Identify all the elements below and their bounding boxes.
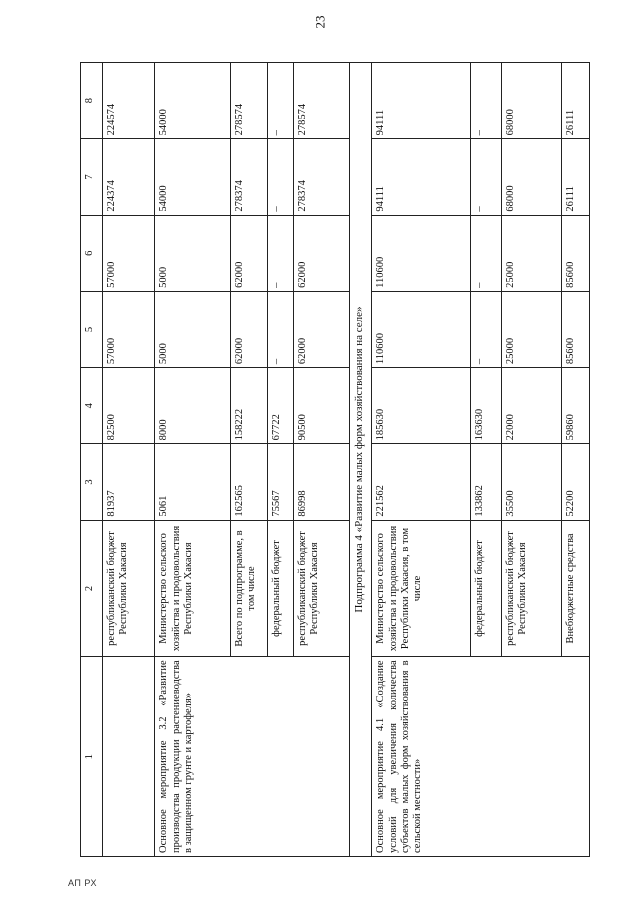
- value-cell: 5061: [155, 444, 231, 520]
- header-cell: 4: [81, 368, 103, 444]
- header-cell: 2: [81, 520, 103, 657]
- value-cell: –: [268, 215, 294, 291]
- table-row: [103, 63, 155, 857]
- value-cell: 62000: [293, 215, 349, 291]
- value-cell: 278574: [293, 63, 349, 139]
- value-cell: 57000: [103, 291, 155, 367]
- value-cell: 67722: [268, 368, 294, 444]
- subprogram-row: [349, 63, 372, 857]
- value-cell: 68000: [501, 63, 561, 139]
- value-cell: 86998: [293, 444, 349, 520]
- value-cell: 224574: [103, 63, 155, 139]
- value-cell: 35500: [501, 444, 561, 520]
- value-cell: 94111: [372, 139, 471, 215]
- event-description: Основное мероприятие 4.1 «Создание условий для увеличения количества субъектов малых форм хозяйствования в сельской местности»: [372, 657, 590, 857]
- page-number: 23: [312, 15, 327, 29]
- value-cell: 54000: [155, 63, 231, 139]
- value-cell: –: [268, 139, 294, 215]
- value-cell: 62000: [231, 215, 268, 291]
- value-cell: 90500: [293, 368, 349, 444]
- value-cell: 278574: [231, 63, 268, 139]
- funding-source: республиканский бюджет Республики Хакасия: [293, 520, 349, 657]
- value-cell: 52200: [562, 444, 590, 520]
- subprogram-title: Подпрограмма 4 «Развитие малых форм хозяйствования на селе»: [349, 63, 372, 857]
- funding-source: Внебюджетные средства: [562, 520, 590, 657]
- value-cell: 59860: [562, 368, 590, 444]
- value-cell: 133862: [471, 444, 501, 520]
- value-cell: 8000: [155, 368, 231, 444]
- rotated-table-container: [80, 62, 590, 857]
- value-cell: 85600: [562, 215, 590, 291]
- funding-source: республиканский бюджет Республики Хакасия: [103, 520, 155, 657]
- header-cell: 6: [81, 215, 103, 291]
- value-cell: 81937: [103, 444, 155, 520]
- value-cell: 110600: [372, 291, 471, 367]
- value-cell: 278374: [293, 139, 349, 215]
- table-wrapper: [80, 62, 590, 857]
- value-cell: 5000: [155, 291, 231, 367]
- table-row: [372, 63, 471, 857]
- budget-table: [80, 62, 590, 857]
- empty-cell: [103, 657, 155, 857]
- value-cell: 57000: [103, 215, 155, 291]
- header-cell: 3: [81, 444, 103, 520]
- value-cell: 162565: [231, 444, 268, 520]
- value-cell: 25000: [501, 215, 561, 291]
- value-cell: 22000: [501, 368, 561, 444]
- value-cell: 68000: [501, 139, 561, 215]
- funding-source: федеральный бюджет: [471, 520, 501, 657]
- value-cell: 110600: [372, 215, 471, 291]
- value-cell: 221562: [372, 444, 471, 520]
- value-cell: –: [471, 215, 501, 291]
- value-cell: 62000: [231, 291, 268, 367]
- footer-mark: АП РХ: [68, 878, 97, 888]
- header-row: [81, 63, 103, 857]
- value-cell: 163630: [471, 368, 501, 444]
- value-cell: 224374: [103, 139, 155, 215]
- funding-source: федеральный бюджет: [268, 520, 294, 657]
- value-cell: –: [471, 63, 501, 139]
- header-cell: 5: [81, 291, 103, 367]
- value-cell: –: [268, 291, 294, 367]
- value-cell: 26111: [562, 139, 590, 215]
- value-cell: 185630: [372, 368, 471, 444]
- value-cell: 158222: [231, 368, 268, 444]
- funding-source: Министерство сельского хозяйства и продовольствия Республики Хакасия: [155, 520, 231, 657]
- table-row: [155, 63, 231, 857]
- funding-source: республиканский бюджет Республики Хакасия: [501, 520, 561, 657]
- value-cell: 94111: [372, 63, 471, 139]
- value-cell: –: [268, 63, 294, 139]
- header-cell: 8: [81, 63, 103, 139]
- value-cell: 54000: [155, 139, 231, 215]
- event-description: Основное мероприятие 3.2 «Развитие производства продукции растениеводства в защищенном грунте и картофеля»: [155, 657, 349, 857]
- value-cell: 25000: [501, 291, 561, 367]
- value-cell: 278374: [231, 139, 268, 215]
- header-cell: 7: [81, 139, 103, 215]
- value-cell: –: [471, 139, 501, 215]
- value-cell: 85600: [562, 291, 590, 367]
- value-cell: 5000: [155, 215, 231, 291]
- value-cell: 62000: [293, 291, 349, 367]
- value-cell: 75567: [268, 444, 294, 520]
- funding-source: Всего по подпрограмме, в том числе: [231, 520, 268, 657]
- value-cell: 82500: [103, 368, 155, 444]
- funding-source: Министерство сельского хозяйства и продовольствия Республики Хакасия, в том числе: [372, 520, 471, 657]
- value-cell: –: [471, 291, 501, 367]
- value-cell: 26111: [562, 63, 590, 139]
- header-cell: 1: [81, 657, 103, 857]
